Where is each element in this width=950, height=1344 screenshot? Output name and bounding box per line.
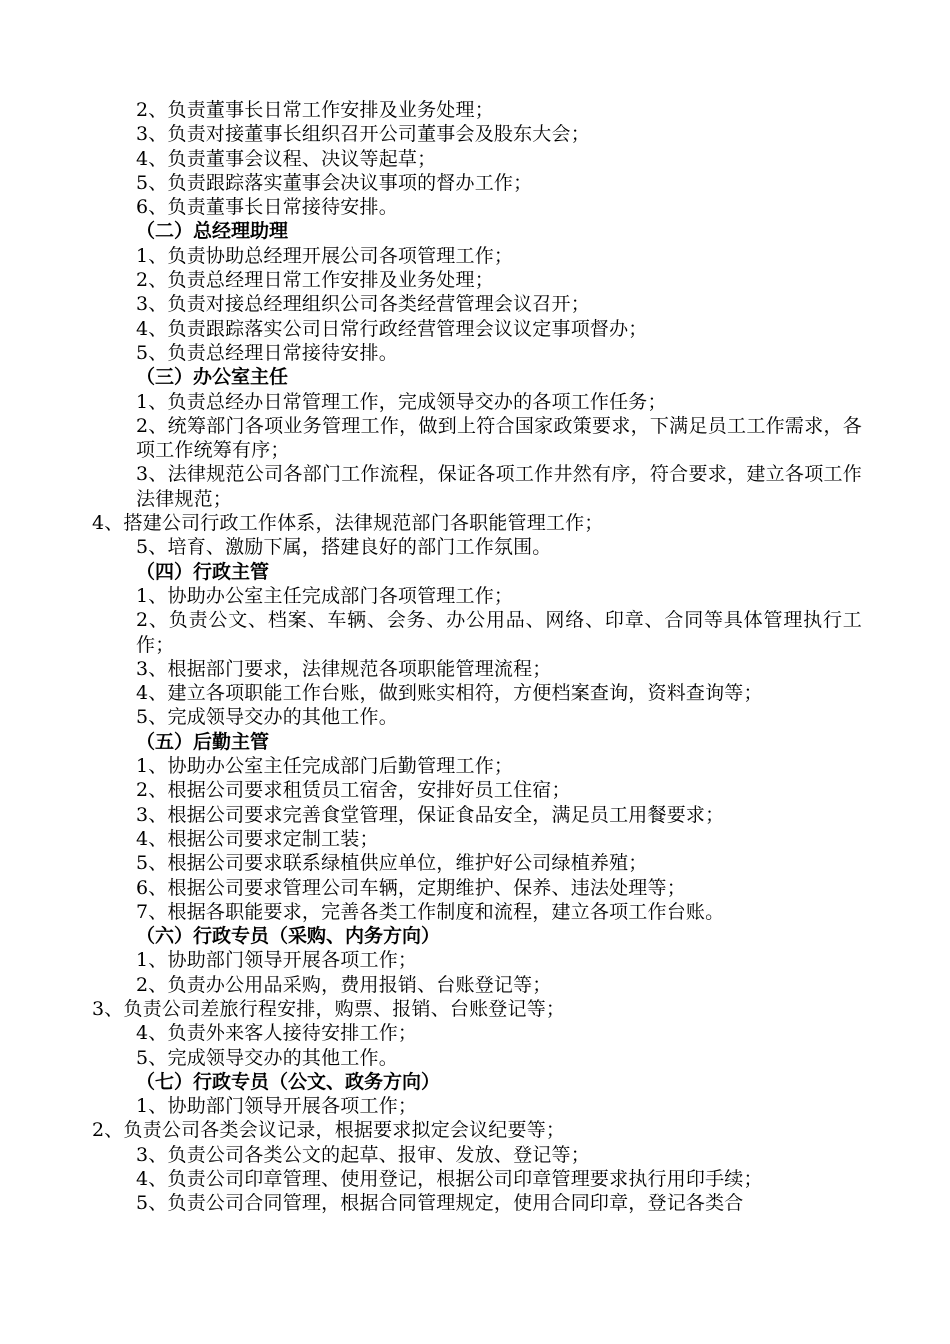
duty-item: 3、根据公司要求完善食堂管理，保证食品安全，满足员工用餐要求；	[136, 803, 725, 826]
section	[92, 1070, 862, 1216]
section-heading: （三）办公室主任	[136, 366, 289, 389]
section	[92, 365, 862, 559]
section	[92, 924, 862, 1070]
duty-item: 3、负责对接总经理组织公司各类经营管理会议召开；	[136, 293, 590, 316]
duty-item: 4、负责外来客人接待安排工作；	[136, 1022, 418, 1045]
duty-item: 2、负责公文、档案、车辆、会务、办公用品、网络、印章、合同等具体管理执行工作；	[136, 609, 862, 656]
duty-item: 2、负责办公用品采购，费用报销、台账登记等；	[136, 973, 552, 996]
duty-item: 4、负责跟踪落实公司日常行政经营管理会议议定事项督办；	[136, 317, 648, 340]
duty-item: 1、负责总经办日常管理工作，完成领导交办的各项工作任务；	[136, 390, 667, 413]
section-heading: （四）行政主管	[136, 560, 270, 583]
duty-item: 3、根据部门要求，法律规范各项职能管理流程；	[136, 657, 552, 680]
duty-item: 4、负责公司印章管理、使用登记，根据公司印章管理要求执行用印手续；	[136, 1168, 763, 1191]
section-heading: （五）后勤主管	[136, 730, 270, 753]
duty-item: 5、负责总经理日常接待安排。	[136, 341, 398, 364]
section	[92, 560, 862, 730]
duty-item: 1、协助办公室主任完成部门各项管理工作；	[136, 584, 514, 607]
duty-item: 5、完成领导交办的其他工作。	[136, 706, 398, 729]
duty-item: 1、协助办公室主任完成部门后勤管理工作；	[136, 755, 514, 778]
section	[92, 219, 862, 365]
duty-item: 5、培育、激励下属，搭建良好的部门工作氛围。	[136, 536, 552, 559]
duty-item: 2、负责公司各类会议记录，根据要求拟定会议纪要等；	[92, 1119, 566, 1142]
duty-item: 5、负责跟踪落实董事会决议事项的督办工作；	[136, 171, 533, 194]
duty-item: 5、负责公司合同管理，根据合同管理规定，使用合同印章，登记各类合	[136, 1192, 744, 1215]
duty-item: 6、负责董事长日常接待安排。	[136, 196, 398, 219]
duty-item: 3、负责公司各类公文的起草、报审、发放、登记等；	[136, 1143, 590, 1166]
duty-item: 4、建立各项职能工作台账，做到账实相符，方便档案查询，资料查询等；	[136, 682, 763, 705]
document-body	[92, 98, 862, 1216]
duty-item: 3、负责公司差旅行程安排，购票、报销、台账登记等；	[92, 997, 566, 1020]
section	[92, 98, 862, 219]
section-heading: （二）总经理助理	[136, 220, 289, 243]
duty-item: 6、根据公司要求管理公司车辆，定期维护、保养、违法处理等；	[136, 876, 686, 899]
duty-item: 4、负责董事会议程、决议等起草；	[136, 147, 437, 170]
duty-item: 1、协助部门领导开展各项工作；	[136, 1095, 418, 1118]
duty-item: 7、根据各职能要求，完善各类工作制度和流程，建立各项工作台账。	[136, 900, 725, 923]
duty-item: 1、协助部门领导开展各项工作；	[136, 949, 418, 972]
duty-item: 4、根据公司要求定制工装；	[136, 827, 379, 850]
duty-item: 2、负责董事长日常工作安排及业务处理；	[136, 99, 494, 121]
duty-item: 5、完成领导交办的其他工作。	[136, 1046, 398, 1069]
duty-item: 2、负责总经理日常工作安排及业务处理；	[136, 269, 494, 292]
duty-item: 1、负责协助总经理开展公司各项管理工作；	[136, 244, 514, 267]
section-heading: （六）行政专员（采购、内务方向）	[136, 925, 441, 948]
duty-item: 2、根据公司要求租赁员工宿舍，安排好员工住宿；	[136, 779, 571, 802]
section	[92, 730, 862, 924]
duty-item: 3、负责对接董事长组织召开公司董事会及股东大会；	[136, 123, 590, 146]
duty-item: 3、法律规范公司各部门工作流程，保证各项工作井然有序，符合要求，建立各项工作法律规范；	[136, 463, 862, 510]
section-heading: （七）行政专员（公文、政务方向）	[136, 1070, 441, 1093]
duty-item: 2、统筹部门各项业务管理工作，做到上符合国家政策要求，下满足员工工作需求，各项工作统筹有序；	[136, 414, 862, 462]
duty-item: 4、搭建公司行政工作体系，法律规范部门各职能管理工作；	[92, 512, 604, 535]
duty-item: 5、根据公司要求联系绿植供应单位，维护好公司绿植养殖；	[136, 852, 648, 875]
